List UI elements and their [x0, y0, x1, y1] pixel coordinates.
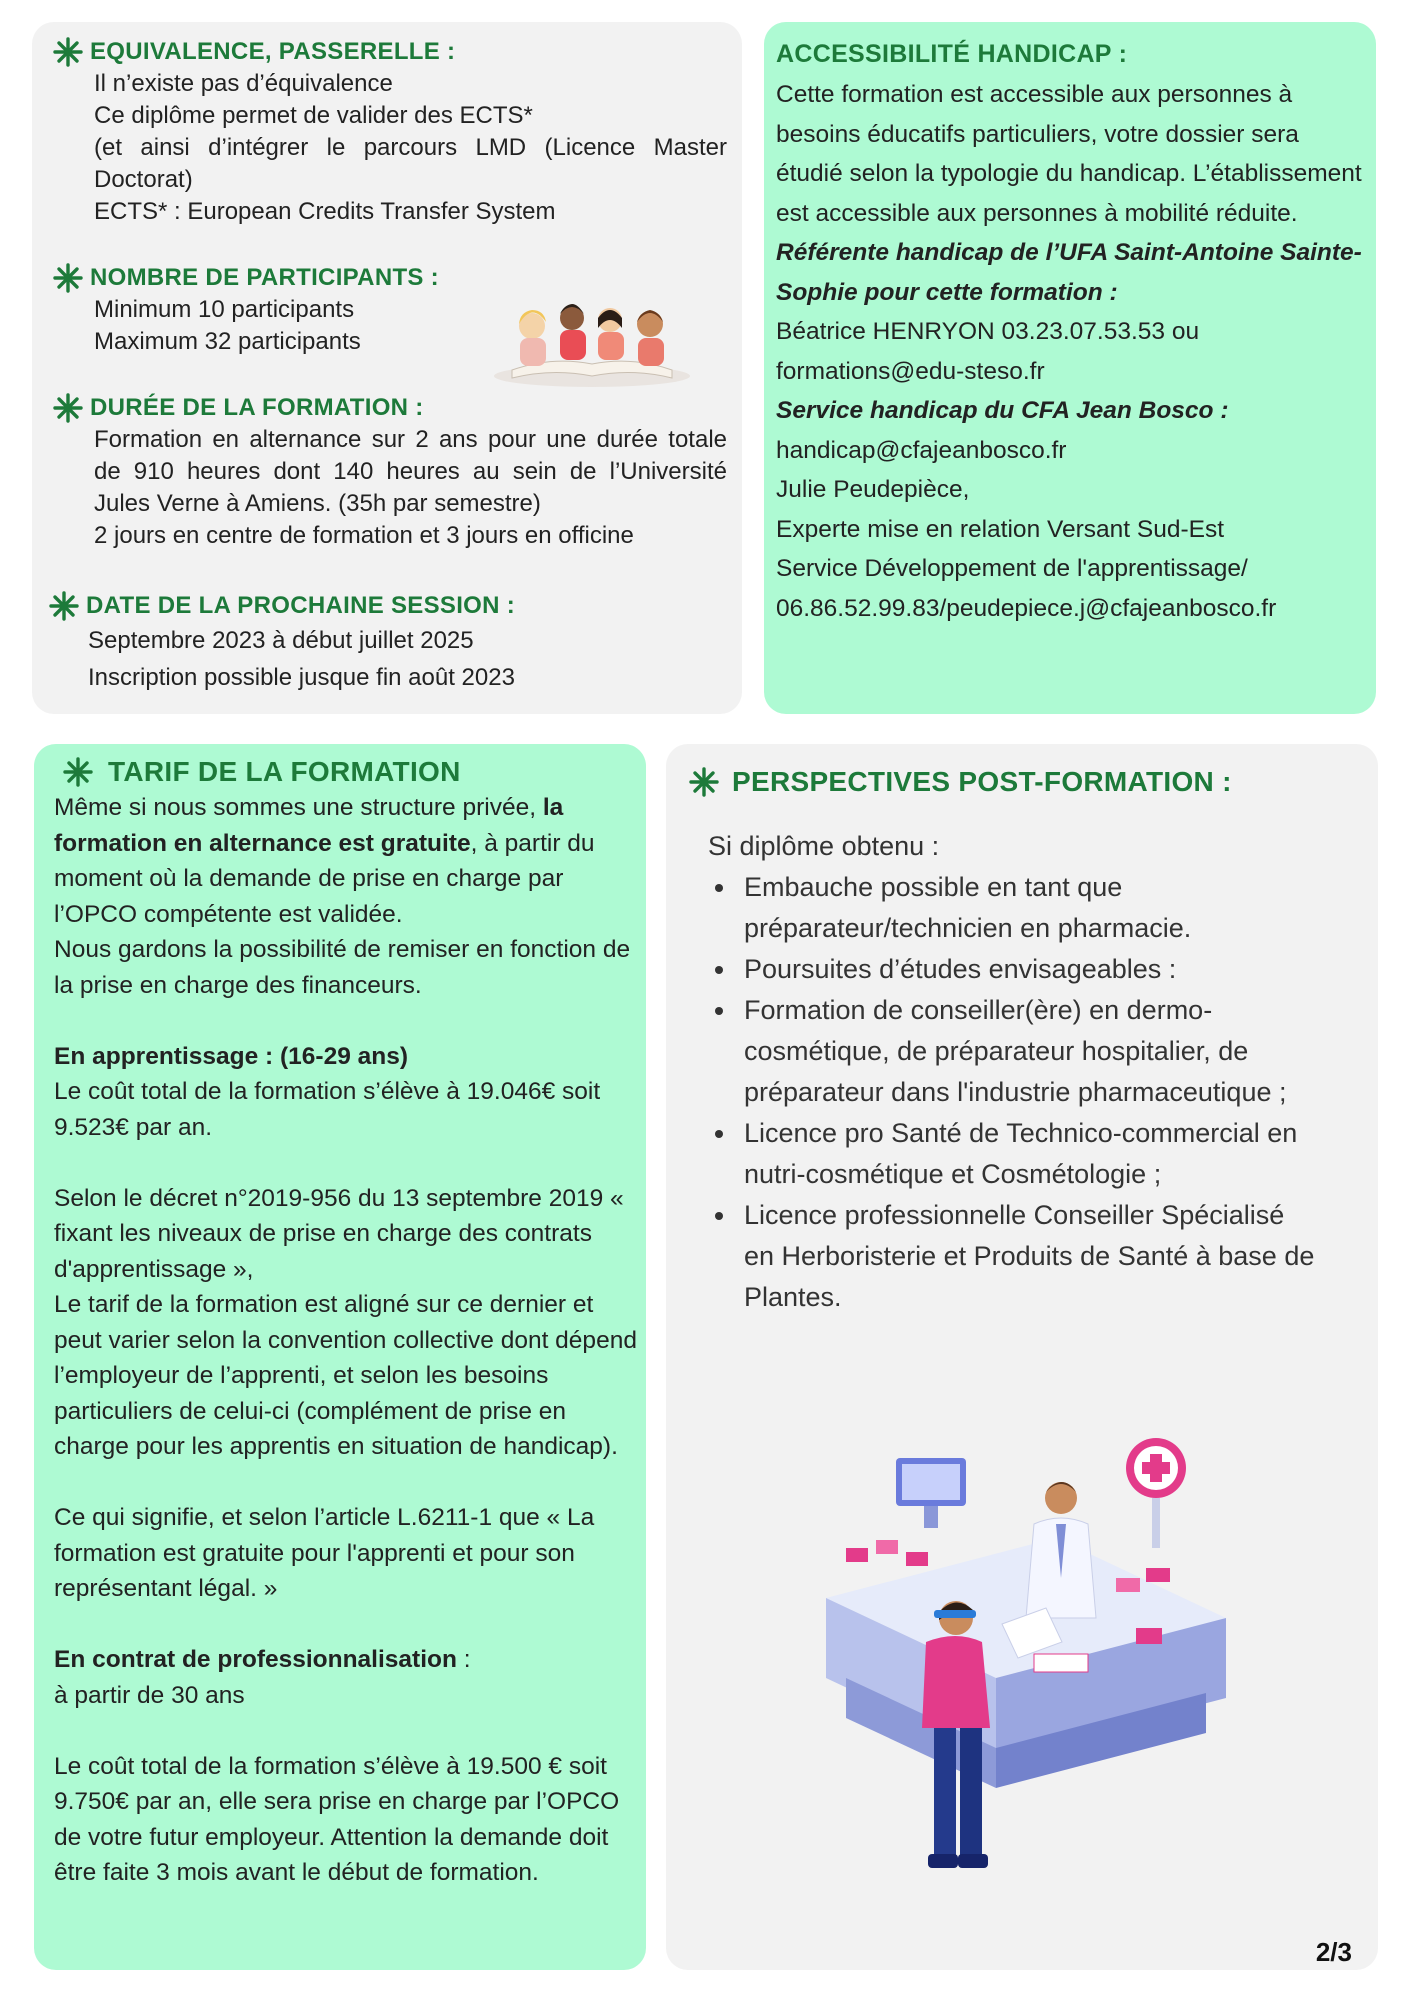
- list-item: • Licence professionnelle Conseiller Spécialisé en Herboristerie et Produits de Santé à base de Plantes.: [738, 1195, 1318, 1318]
- professionnalisation-cost: Le coût total de la formation s’élève à 19.500 € soit 9.750€ par an, elle sera prise en charge par l’OPCO de votre futur employeur. Attention la demande doit être faite 3 mois avant le début de formation.: [54, 1752, 620, 1886]
- pharmacy-illustration: [806, 1428, 1226, 1888]
- session-title: DATE DE LA PROCHAINE SESSION :: [86, 592, 516, 619]
- duree-section: [52, 392, 727, 552]
- service-line: Service Développement de l'apprentissage/: [776, 555, 1248, 582]
- referente-line: formations@edu-steso.fr: [776, 357, 1045, 385]
- service-title: Service handicap du CFA Jean Bosco :: [776, 397, 1229, 424]
- list-item: • Embauche possible en tant que préparateur/technicien en pharmacie.: [738, 867, 1318, 949]
- asterisk-icon: [52, 392, 84, 424]
- list-item: • Formation de conseiller(ère) en dermo-cosmétique, de préparateur hospitalier, de préparateur dans l'industrie pharmaceutique ;: [738, 990, 1318, 1113]
- equivalence-title: EQUIVALENCE, PASSERELLE :: [90, 38, 456, 65]
- asterisk-icon: [688, 766, 720, 798]
- perspectives-card: [666, 744, 1378, 1970]
- accessibilite-text: Cette formation est accessible aux personnes à besoins éducatifs particuliers, votre dossier sera étudié selon la typologie du handicap. L’établissement est accessible aux personnes à mobilité réduite.: [776, 81, 1362, 227]
- equivalence-line: Ce diplôme permet de valider des ECTS*: [94, 102, 533, 129]
- perspectives-list: [688, 867, 1318, 1318]
- asterisk-icon: [62, 756, 94, 788]
- page-number: 2/3: [1315, 1937, 1352, 1967]
- perspectives-title: PERSPECTIVES POST-FORMATION :: [732, 766, 1232, 797]
- students-illustration: [492, 288, 692, 388]
- service-line: Experte mise en relation Versant Sud-Est: [776, 515, 1225, 543]
- service-line: 06.86.52.99.83/peudepiece.j@cfajeanbosco.fr: [776, 594, 1277, 622]
- session-section: [48, 590, 723, 696]
- accessibilite-title: ACCESSIBILITÉ HANDICAP :: [776, 40, 1128, 68]
- decret-text: Selon le décret n°2019-956 du 13 septembre 2019 « fixant les niveaux de prise en charge des contrats d'apprentissage »,: [54, 1184, 624, 1283]
- tarif-aligne-text: Le tarif de la formation est aligné sur ce dernier et peut varier selon la convention collective dont dépend l’employeur de l’apprenti, et selon les besoins particuliers de celui-ci (complément de prise en charge pour les apprentis en situation de handicap).: [54, 1291, 637, 1460]
- session-line: Septembre 2023 à début juillet 2025: [88, 627, 474, 654]
- tarif-card: [34, 744, 646, 1970]
- equivalence-section: [52, 36, 727, 228]
- apprentissage-cost: Le coût total de la formation s’élève à 19.046€ soit 9.523€ par an.: [54, 1078, 601, 1141]
- referente-line: Béatrice HENRYON 03.23.07.53.53 ou: [776, 318, 1200, 345]
- tarif-title: TARIF DE LA FORMATION: [108, 756, 461, 787]
- perspectives-intro: Si diplôme obtenu :: [708, 831, 940, 861]
- referente-title: Référente handicap de l’UFA Saint-Antoine Sainte-Sophie pour cette formation :: [776, 239, 1362, 306]
- duree-title: DURÉE DE LA FORMATION :: [90, 394, 424, 421]
- equivalence-line: (et ainsi d’intégrer le parcours LMD (Licence Master Doctorat): [94, 134, 727, 193]
- participants-title: NOMBRE DE PARTICIPANTS :: [90, 264, 439, 291]
- list-item: • Poursuites d’études envisageables :: [738, 949, 1318, 990]
- service-line: Julie Peudepièce,: [776, 476, 970, 503]
- duree-text: Formation en alternance sur 2 ans pour une durée totale de 910 heures dont 140 heures au sein de l’Université Jules Verne à Amiens. (35h par semestre): [94, 426, 727, 517]
- tarif-remise: Nous gardons la possibilité de remiser en fonction de la prise en charge des financeurs.: [54, 936, 631, 999]
- asterisk-icon: [52, 262, 84, 294]
- professionnalisation-age: à partir de 30 ans: [54, 1681, 245, 1709]
- apprentissage-title: En apprentissage : (16-29 ans): [54, 1042, 409, 1070]
- duree-extra: 2 jours en centre de formation et 3 jours en officine: [94, 522, 634, 549]
- article-text: Ce qui signifie, et selon l’article L.6211-1 que « La formation est gratuite pour l'apprenti et pour son représentant légal. »: [54, 1504, 595, 1602]
- list-item: • Licence pro Santé de Technico-commercial en nutri-cosmétique et Cosmétologie ;: [738, 1113, 1318, 1195]
- tarif-intro: Même si nous sommes une structure privée, la formation en alternance est gratuite, à partir du moment où la demande de prise en charge par l’OPCO compétente est validée.: [54, 794, 595, 928]
- equivalence-line: ECTS* : European Credits Transfer System: [94, 198, 556, 225]
- participants-line: Minimum 10 participants: [94, 296, 355, 323]
- asterisk-icon: [48, 590, 80, 622]
- professionnalisation-title: En contrat de professionnalisation :: [54, 1646, 471, 1673]
- equivalence-line: Il n’existe pas d’équivalence: [94, 70, 393, 97]
- participants-line: Maximum 32 participants: [94, 328, 361, 355]
- asterisk-icon: [52, 36, 84, 68]
- accessibilite-card: [764, 22, 1376, 714]
- service-line: handicap@cfajeanbosco.fr: [776, 436, 1067, 464]
- session-line: Inscription possible jusque fin août 2023: [88, 664, 515, 691]
